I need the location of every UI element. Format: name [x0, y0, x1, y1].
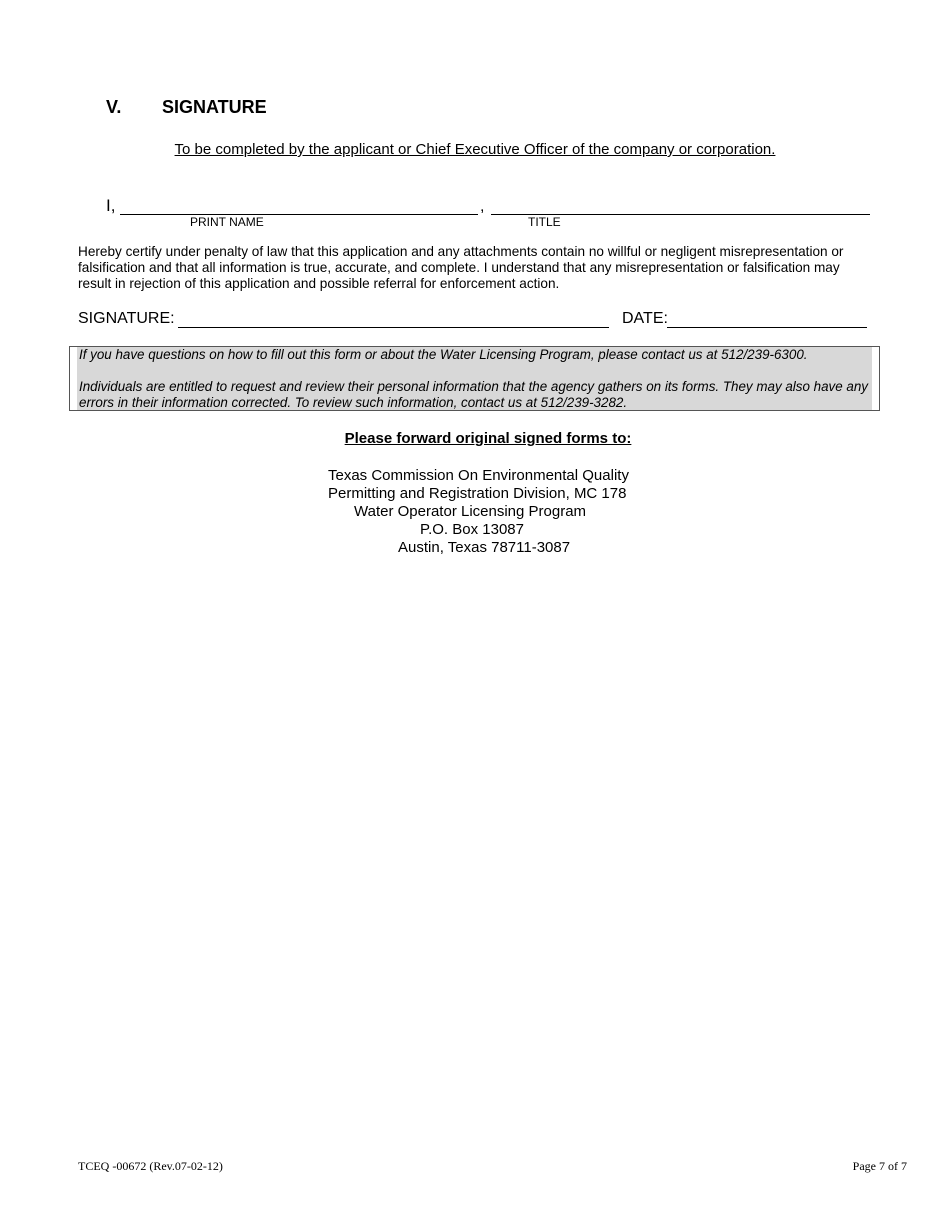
address-line-city: Austin, Texas 78711-3087: [398, 539, 571, 556]
address-line-agency: Texas Commission On Environmental Quality: [328, 467, 629, 484]
form-id: TCEQ -00672 (Rev.07-02-12): [78, 1159, 223, 1173]
address-line-po-box: P.O. Box 13087: [420, 521, 524, 538]
section-number: V.: [106, 97, 122, 117]
name-title-separator: ,: [480, 198, 485, 215]
title-caption: TITLE: [528, 215, 561, 229]
print-name-caption: PRINT NAME: [190, 215, 264, 229]
instruction-text: To be completed by the applicant or Chief Executive Officer of the company or corporation.: [174, 141, 776, 158]
questions-text: If you have questions on how to fill out this form or about the Water Licensing Program, please contact us at 512/239-6300.: [79, 347, 808, 362]
name-prefix: I,: [106, 196, 116, 215]
page-number: Page 7 of 7: [852, 1159, 907, 1173]
certification-text: Hereby certify under penalty of law that this application and any attachments contain no willful or negligent misrepresentation or falsification and that all information is true, accurate, and complete. I understand that any misrepresentation or falsification may result in rejection of this application and possible referral for enforcement action.: [78, 244, 844, 291]
signature-field[interactable]: [178, 327, 609, 328]
section-title: SIGNATURE: [162, 97, 267, 117]
privacy-text: Individuals are entitled to request and review their personal information that the agency gathers on its forms. They may also have any errors in their information corrected. To review such information, contact us at 512/239-3282.: [79, 379, 868, 410]
signature-label: SIGNATURE:: [78, 310, 175, 327]
forward-heading: Please forward original signed forms to:: [344, 430, 632, 447]
info-box: [69, 346, 880, 411]
date-label: DATE:: [622, 310, 668, 327]
address-line-division: Permitting and Registration Division, MC 178: [328, 485, 627, 502]
date-field[interactable]: [667, 327, 867, 328]
address-line-program: Water Operator Licensing Program: [354, 503, 587, 520]
print-name-field[interactable]: [120, 214, 478, 215]
